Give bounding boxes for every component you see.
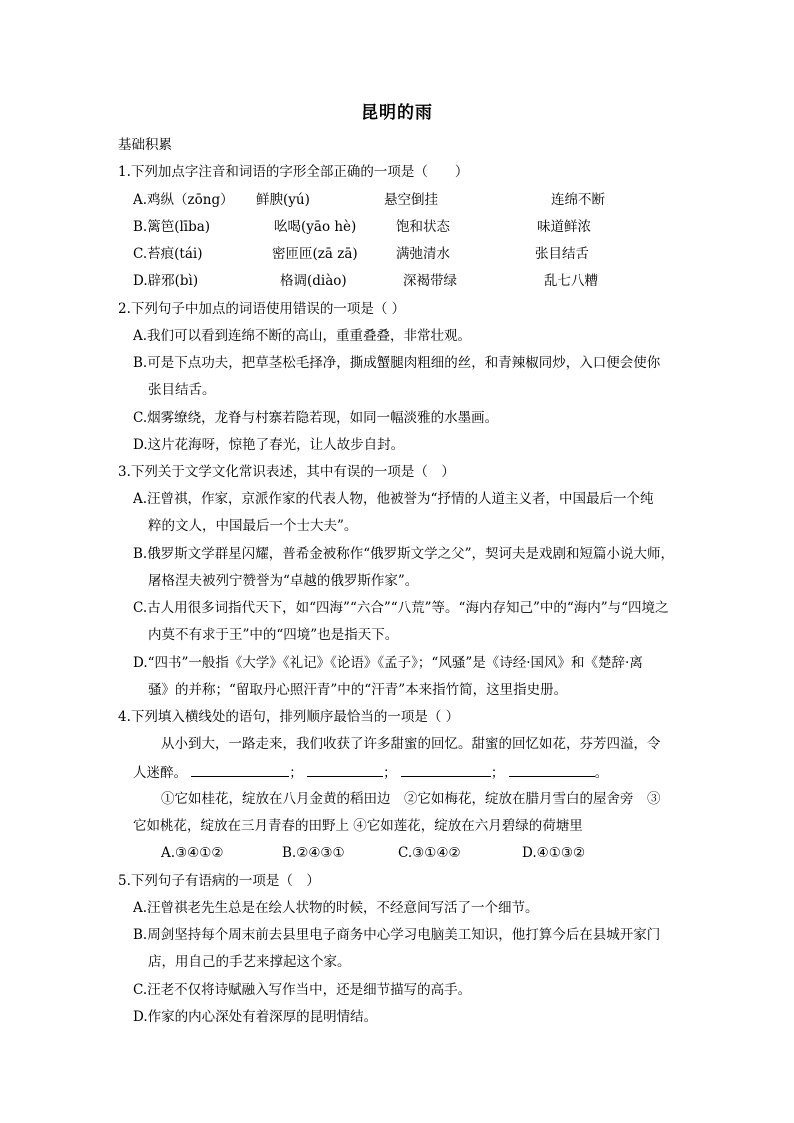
q4-choice-a: A.③④①② xyxy=(161,845,224,861)
q1-option-a-term2: 鲜腴(yú) xyxy=(256,192,310,208)
q4-choice-d: D.④①③② xyxy=(522,845,586,861)
q1-option-b-term4: 味道鲜浓 xyxy=(537,219,591,235)
q3-option-c-line2: 内莫不有求于王”中的“四境”也是指天下。 xyxy=(148,627,399,643)
q5-option-c: C.汪老不仅将诗赋融入写作当中，还是细节描写的高手。 xyxy=(133,982,472,998)
q5-option-a: A.汪曾祺老先生总是在绘人状物的时候，不经意间写活了一个细节。 xyxy=(133,900,539,916)
q1-option-b: B.篱笆(lība) xyxy=(133,219,211,235)
q4-passage-lead: 人迷醉。 xyxy=(133,765,187,781)
q1-option-d: D.辟邪(bì) xyxy=(133,273,199,289)
q1-option-c: C.苔痕(tái) xyxy=(133,246,203,262)
q4-blank-4 xyxy=(509,764,595,777)
q1-option-d-term2: 格调(diào) xyxy=(280,273,347,289)
q4-separator: ； xyxy=(490,765,505,781)
q1-option-c-term2: 密匝匝(zā zā) xyxy=(272,246,358,262)
q4-separator: ； xyxy=(289,765,303,781)
q1-option-a-term3: 悬空倒挂 xyxy=(384,192,438,208)
q4-blank-2 xyxy=(307,764,383,777)
q2-option-b-line1: B.可是下点功夫，把草茎松毛择净，撕成蟹腿肉粗细的丝，和青辣椒同炒，入口便会使你 xyxy=(133,355,661,371)
question-1-stem: 1.下列加点字注音和词语的字形全部正确的一项是（ ） xyxy=(118,164,469,180)
q4-separator: ； xyxy=(383,765,397,781)
q1-option-d-term3: 深褐带绿 xyxy=(403,273,457,289)
q1-option-a-term4: 连绵不断 xyxy=(551,192,605,208)
q3-option-c-line1: C.古人用很多词指代天下，如“四海”“六合”“八荒”等。“海内存知己”中的“海内”与“四境之 xyxy=(133,600,669,616)
q4-end: 。 xyxy=(594,765,609,781)
q3-option-a-line1: A.汪曾祺，作家，京派作家的代表人物，他被誉为“抒情的人道主义者，中国最后一个纯 xyxy=(133,491,654,507)
q5-option-d: D.作家的内心深处有着深厚的昆明情结。 xyxy=(133,1009,378,1025)
q2-option-a: A.我们可以看到连绵不断的高山，重重叠叠，非常壮观。 xyxy=(133,328,472,344)
q5-option-b-line2: 店，用自己的手艺来撑起这个家。 xyxy=(148,954,351,970)
q5-option-b-line1: B.周剑坚持每个周末前去县里电子商务中心学习电脑美工知识，他打算今后在县城开家门 xyxy=(133,927,661,943)
q4-choice-c: C.③①④② xyxy=(398,845,461,861)
section-heading: 基础积累 xyxy=(118,137,172,153)
q1-option-b-term2: 吆喝(yāo hè) xyxy=(274,219,357,235)
q1-option-a: A.鸡纵（zōng） xyxy=(133,192,234,208)
q3-option-a-line2: 粹的文人，中国最后一个士大夫”。 xyxy=(148,518,358,534)
q3-option-d-line2: 骚》的并称；“留取丹心照汗青”中的“汗青”本来指竹简，这里指史册。 xyxy=(148,682,568,698)
q2-option-b-line2: 张目结舌。 xyxy=(148,382,216,398)
q1-option-d-term4: 乱七八糟 xyxy=(544,273,598,289)
question-3-stem: 3.下列关于文学文化常识表述，其中有误的一项是（ ） xyxy=(118,464,455,480)
q4-sentences-line2: 它如桃花，绽放在三月青春的田野上 ④它如莲花，绽放在六月碧绿的荷塘里 xyxy=(133,818,583,834)
q4-sentences-line1: ①它如桂花，绽放在八月金黄的稻田边 ②它如梅花，绽放在腊月雪白的屋舍旁 ③ xyxy=(161,791,661,807)
q3-option-d-line1: D.“四书”一般指《大学》《礼记》《论语》《孟子》；“风骚”是《诗经·国风》和《楚辞·离 xyxy=(133,655,643,671)
q2-option-c: C.烟雾缭绕，龙脊与村寨若隐若现，如同一幅淡雅的水墨画。 xyxy=(133,410,499,426)
q4-blank-1 xyxy=(191,764,289,777)
q4-blank-3 xyxy=(401,764,491,777)
question-5-stem: 5.下列句子有语病的一项是（ ） xyxy=(118,873,320,889)
q1-option-c-term4: 张目结舌 xyxy=(535,246,589,262)
q4-passage-line1: 从小到大，一路走来，我们收获了许多甜蜜的回忆。甜蜜的回忆如花，芬芳四溢，令 xyxy=(161,736,661,752)
q4-choice-b: B.②④③① xyxy=(282,845,345,861)
question-2-stem: 2.下列句子中加点的词语使用错误的一项是（ ） xyxy=(118,301,406,317)
q2-option-d: D.这片花海呀，惊艳了春光，让人故步自封。 xyxy=(133,437,405,453)
q1-option-b-term3: 饱和状态 xyxy=(396,219,450,235)
q3-option-b-line2: 屠格涅夫被列宁赞誉为“卓越的俄罗斯作家”。 xyxy=(148,573,419,589)
q4-passage-line2 xyxy=(133,764,608,781)
page-title: 昆明的雨 xyxy=(361,103,433,123)
q3-option-b-line1: B.俄罗斯文学群星闪耀，普希金被称作“俄罗斯文学之父”，契诃夫是戏剧和短篇小说大师， xyxy=(133,546,675,562)
question-4-stem: 4.下列填入横线处的语句，排列顺序最恰当的一项是（ ） xyxy=(118,709,460,725)
q1-option-c-term3: 满弛清水 xyxy=(396,246,450,262)
